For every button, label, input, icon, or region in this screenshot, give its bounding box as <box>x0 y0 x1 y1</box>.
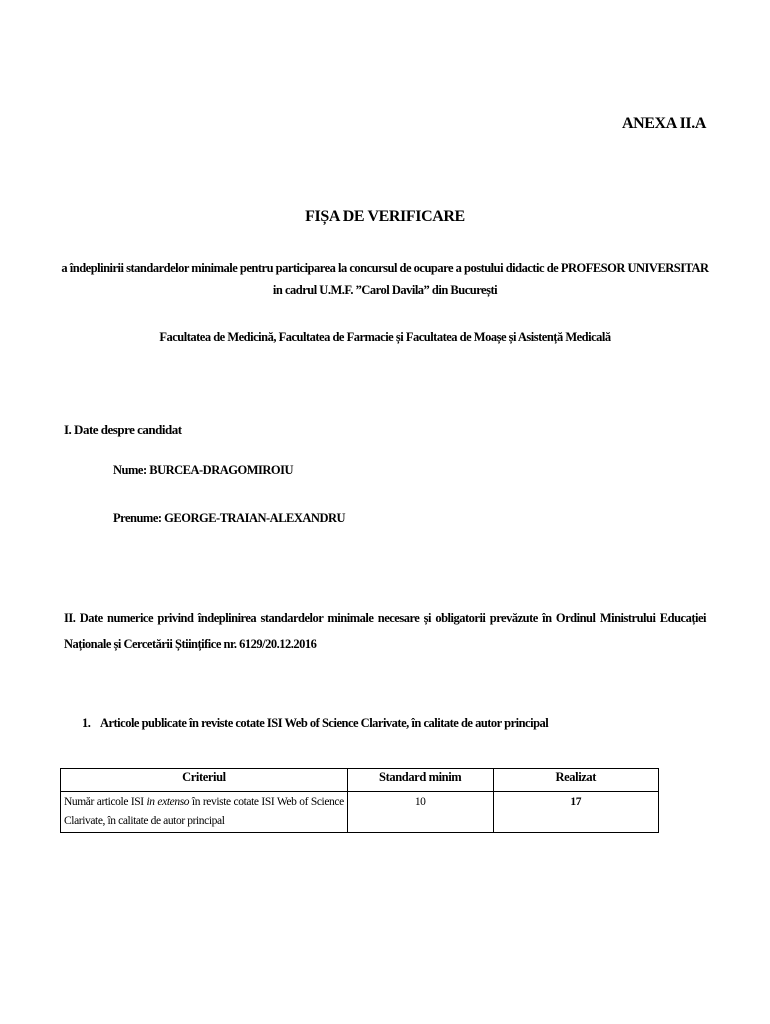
section-2-heading: II. Date numerice privind îndeplinirea standardelor minimale necesare și obligatorii prevăzute în Ordinul Ministrului Educației Naționale și Cercetării Științifice nr. 6129/20.12.2016 <box>64 611 706 651</box>
criterion-text-end: în reviste cotate ISI Web of Science Clarivate, în calitate de autor principal <box>64 796 344 827</box>
criterion-text-start: Număr articole ISI <box>64 796 147 808</box>
faculties-line: Facultatea de Medicină, Facultatea de Farmacie și Facultatea de Moașe și Asistență Medicală <box>159 330 611 344</box>
criterion-text-italic: in extenso <box>146 796 190 808</box>
realizat-cell: 17 <box>493 792 658 833</box>
criterion-item-1 <box>82 716 548 731</box>
document-title: FIȘA DE VERIFICARE <box>305 208 465 225</box>
header-standard-minim: Standard minim <box>347 769 493 792</box>
criterion-item-number: 1. <box>82 716 91 730</box>
criterion-cell <box>61 792 348 833</box>
section-1-heading: I. Date despre candidat <box>64 422 182 437</box>
header-criteriul: Criteriul <box>61 769 348 792</box>
criterion-item-text: Articole publicate în reviste cotate ISI Web of Science Clarivate, în calitate de autor principal <box>99 716 549 730</box>
candidate-surname: Nume: BURCEA-DRAGOMIROIU <box>113 463 294 477</box>
candidate-first-name: Prenume: GEORGE-TRAIAN-ALEXANDRU <box>113 511 346 525</box>
header-realizat: Realizat <box>493 769 658 792</box>
table-header-row <box>61 769 659 792</box>
annex-label: ANEXA II.A <box>621 115 706 132</box>
table-row <box>61 792 659 833</box>
criteria-table <box>60 768 659 833</box>
document-subtitle: a îndeplinirii standardelor minimale pentru participarea la concursul de ocupare a postului didactic de PROFESOR UNIVERSITAR in cadrul U.M.F. ”Carol Davila” din București <box>61 261 709 297</box>
standard-minim-cell: 10 <box>347 792 493 833</box>
